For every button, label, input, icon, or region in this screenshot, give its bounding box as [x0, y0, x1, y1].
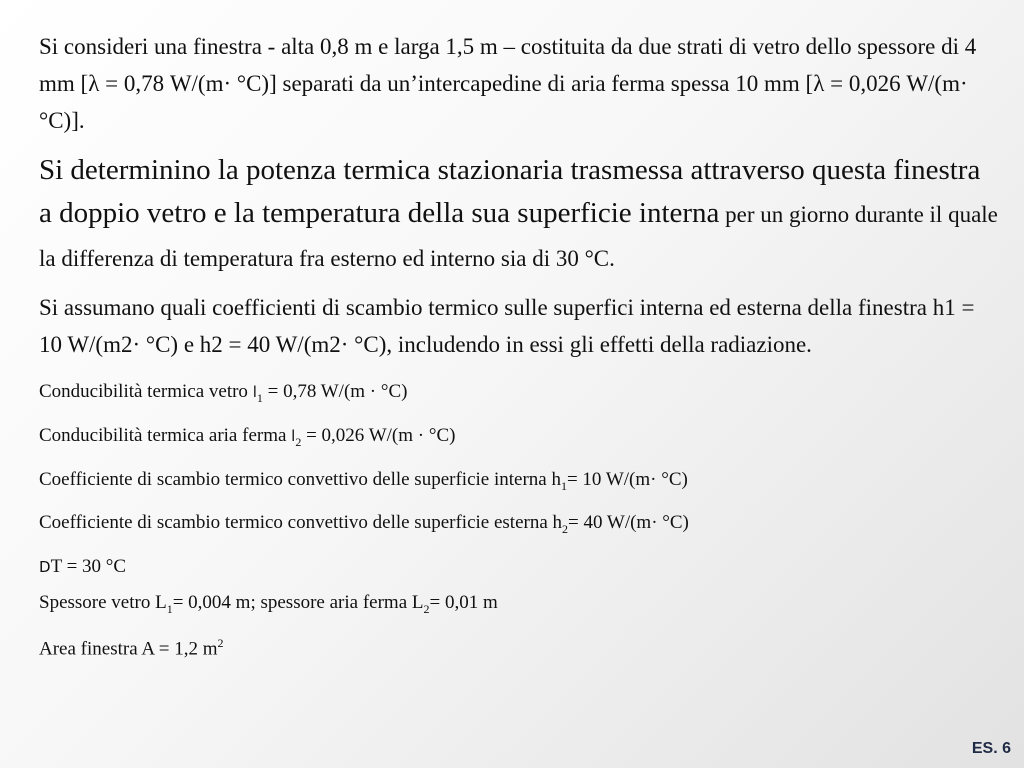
- subscript: 2: [423, 601, 430, 616]
- data-line-conductivity-air: [39, 417, 999, 461]
- assumptions-text: Si assumano quali coefficienti di scambio termico sulle superfici interna ed esterna della finestra h1 = 10 W/(m2· °C) e h2 = 40 W/(m2· °C), includendo in essi gli effetti della radiazione.: [39, 295, 975, 357]
- data-value: = 0,026 W/(m · °C): [301, 424, 456, 446]
- data-line-conductivity-glass: [39, 373, 999, 417]
- statement-part-c: = 0,026 W/(m· °C)].: [39, 71, 968, 133]
- data-label: Conducibilità termica vetro: [39, 381, 253, 402]
- data-label: Spessore vetro L: [39, 592, 167, 614]
- subscript: 2: [562, 522, 569, 537]
- data-label: Conducibilità termica aria ferma: [39, 424, 292, 446]
- data-value: = 40 W/(m· °C): [568, 512, 689, 534]
- data-value: = 0,004 m; spessore aria ferma L: [172, 592, 424, 614]
- slide-content: [39, 28, 999, 666]
- data-value: = 0,01 m: [429, 592, 498, 614]
- lambda-symbol: l: [252, 383, 257, 401]
- data-label: Coefficiente di scambio termico convettivo delle superficie esterna h: [39, 512, 563, 534]
- question-small: per un giorno durante il quale la differenza di temperatura fra esterno ed interno sia di 30 °C.: [39, 202, 998, 271]
- statement-part-b: = 0,78 W/(m· °C)] separati da un’intercapedine di aria ferma spessa 10 mm [: [99, 71, 814, 96]
- subscript: 1: [560, 478, 567, 493]
- subscript: 1: [256, 390, 263, 405]
- data-line-h-internal: [39, 461, 999, 505]
- data-line-thickness: [39, 586, 999, 626]
- lambda-symbol: l: [291, 426, 296, 445]
- data-value: T = 30 °C: [50, 556, 127, 578]
- question-large: Si determinino la potenza termica stazionaria trasmessa attraverso questa finestra a doppio vetro e la temperatura della sua superficie interna: [39, 154, 981, 229]
- data-line-area: [39, 626, 999, 666]
- data-list: [39, 373, 999, 666]
- statement-part-a: Si consideri una finestra - alta 0,8 m e larga 1,5 m – costituita da due strati di vetro dello spessore di 4 mm [: [39, 34, 977, 96]
- data-label: Area finestra A = 1,2 m: [39, 638, 218, 660]
- delta-symbol: D: [39, 558, 51, 577]
- data-line-h-external: [39, 504, 999, 548]
- exercise-number-label: ES. 6: [971, 740, 1011, 757]
- lambda-symbol: λ: [88, 71, 100, 96]
- question-text: [39, 149, 999, 280]
- problem-statement: [39, 28, 999, 139]
- data-value: = 0,78 W/(m · °C): [262, 381, 408, 402]
- superscript: 2: [217, 635, 224, 650]
- lambda-symbol: λ: [813, 71, 825, 96]
- data-value: = 10 W/(m· °C): [566, 468, 688, 490]
- subscript: 2: [295, 434, 302, 449]
- data-line-delta-t: [39, 548, 999, 586]
- data-label: Coefficiente di scambio termico convettivo delle superficie interna h: [39, 468, 561, 490]
- subscript: 1: [166, 601, 173, 616]
